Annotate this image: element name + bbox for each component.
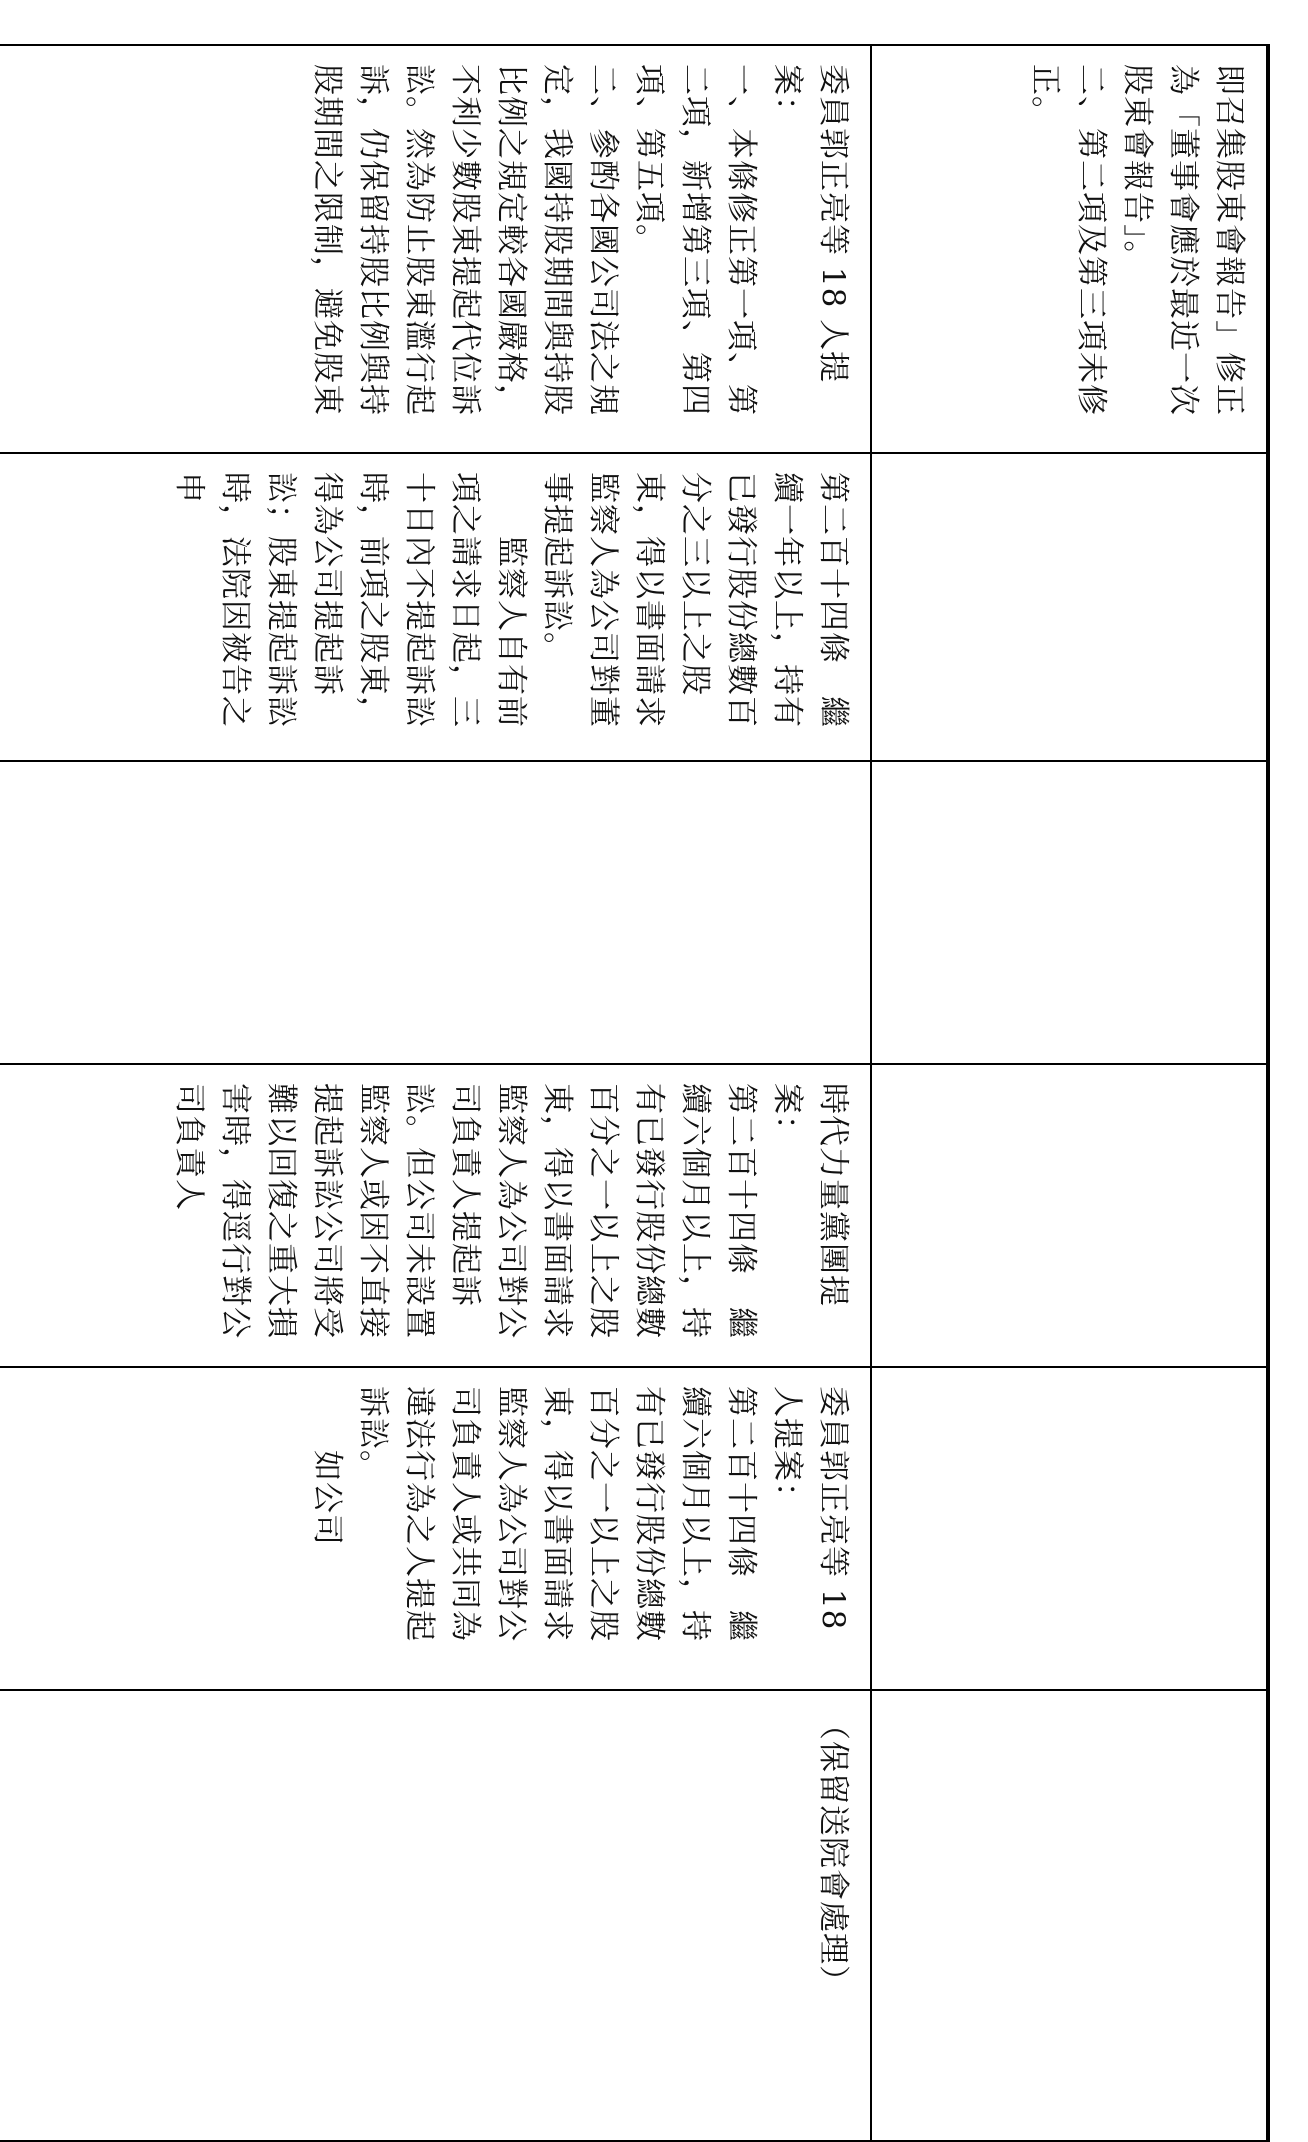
table-row-continued [871,45,1268,2141]
caucus-proposal-text: 第二百十四條 繼續六個月以上，持有已發行股份總數百分之一以上之股東，得以書面請求監察人為公司對公司負責人提起訴訟。但公司未設置監察人或因不直接提起訴訟公司將受難以回復之重大損害時，得逕行對公司負責人 [171,1083,759,1339]
legislator-proposal-title: 委員郭正亮等 18 人提案： [769,1386,851,1642]
empty-cell [0,761,871,1064]
explanation-text: 委員郭正亮等 18 人提案： 一、本條修正第一項、第二項，新增第三項、第四項、第五項。 二、參酌各國公司法之規定，我國持股期間與持股比例之規定較各國嚴格，不利少數股東提起代位訴訟。然為防止股東濫行起訴，仍保留持股比例與持股期間之限制，避免股東 [309,64,851,416]
amendment-comparison-table [0,44,1270,2142]
current-law-cell-top [871,453,1268,761]
legislator-proposal-text: 第二百十四條 繼續六個月以上，持有已發行股份總數百分之一以上之股東，得以書面請求監察人為公司對公司負責人或共同為違法行為之人提起訴訟。 如公司 [309,1386,759,1642]
legislator-proposal-cell [0,1367,871,1690]
caucus-proposal-title: 時代力量黨團提案： [769,1083,851,1307]
comparison-table-frame [40,44,1270,1997]
committee-decision-cell [0,1690,871,2141]
current-law-text: 第二百十四條 繼續一年以上，持有已發行股份總數百分之三以上之股東，得以書面請求監察人為公司對董事提起訴訟。 監察人自有前項之請求日起，三十日內不提起訴訟時，前項之股東，得為公司提起訴訟；股東提起訴訟時，法院因被告之申 [171,472,851,728]
table-row-article-214 [0,45,871,2141]
caucus-proposal-cell-top [871,1064,1268,1367]
committee-decision-cell-top [871,1690,1268,2141]
legislator-proposal-cell-top [871,1367,1268,1690]
current-law-cell [0,453,871,761]
caucus-proposal-cell [0,1064,871,1367]
explanation-cell-top [871,45,1268,453]
explanation-text-top: 即召集股東會報告」修正為「董事會應於最近一次股東會報告」。 二、第二項及第三項未修正。 [1027,64,1247,416]
empty-cell-top [871,761,1268,1064]
explanation-cell [0,45,871,453]
rotated-sheet [40,44,1270,1997]
committee-decision-text: （保留送院會處理） [815,1709,851,1997]
